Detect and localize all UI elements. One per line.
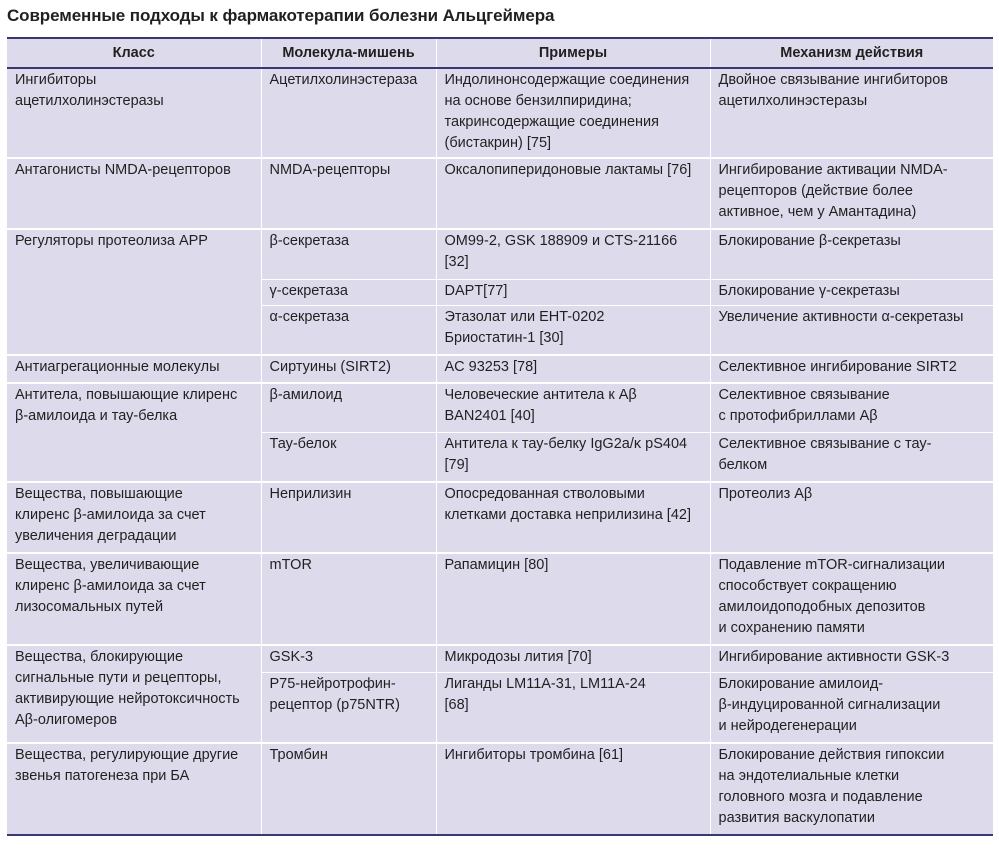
header-mechanism: Механизм действия xyxy=(710,39,993,68)
cell-class: Ингибиторы ацетилхолинэстеразы xyxy=(7,68,261,158)
cell-examples: Человеческие антитела к Aβ BAN2401 [40] xyxy=(436,383,710,433)
cell-mechanism: Двойное связывание ингибиторов ацетилхолинэстеразы xyxy=(718,72,948,109)
cell-target: γ-секретаза xyxy=(261,280,436,306)
cell-mechanism: Блокирование β-секретазы xyxy=(710,229,993,280)
table-row xyxy=(7,383,993,433)
header-class: Класс xyxy=(7,39,261,68)
cell-class: Вещества, блокирующие сигнальные пути и рецепторы, активирующие нейротоксичность Aβ-олигомеров xyxy=(7,645,261,743)
cell-target: P75-нейротрофин- рецептор (p75NTR) xyxy=(261,673,436,744)
cell-examples: AC 93253 [78] xyxy=(436,355,710,383)
cell-target: mTOR xyxy=(261,553,436,645)
cell-mechanism: Увеличение активности α-секретазы xyxy=(710,306,993,356)
cell-mechanism: Подавление mTOR-сигнализации способствует сокращению амилоидоподобных депозитов и сохранению памяти xyxy=(710,553,993,645)
cell-class: Регуляторы протеолиза APP xyxy=(7,229,261,355)
cell-mechanism: Протеолиз Aβ xyxy=(710,482,993,553)
cell-examples: Антитела к тау-белку IgG2a/κ pS404 [79] xyxy=(436,433,710,483)
cell-class: Вещества, увеличивающие клиренс β-амилоида за счет лизосомальных путей xyxy=(7,553,261,645)
cell-mechanism: Селективное связывание с тау- белком xyxy=(710,433,993,483)
cell-target: Тау-белок xyxy=(261,433,436,483)
cell-examples: Лиганды LM11A-31, LM11A-24 [68] xyxy=(436,673,710,744)
table-row xyxy=(7,355,993,383)
cell-examples: Ингибиторы тромбина [61] xyxy=(436,743,710,834)
cell-examples: OM99-2, GSK 188909 и CTS-21166 [32] xyxy=(436,229,710,280)
cell-target: Ацетилхолинэстераза xyxy=(261,68,436,158)
cell-examples: Этазолат или EHT-0202 Бриостатин-1 [30] xyxy=(436,306,710,356)
table-row xyxy=(7,645,993,673)
cell-target: β-секретаза xyxy=(261,229,436,280)
cell-mechanism: Ингибирование активности GSK-3 xyxy=(710,645,993,673)
table-row xyxy=(7,229,993,280)
cell-target: Тромбин xyxy=(261,743,436,834)
cell-class: Антиагрегационные молекулы xyxy=(7,355,261,383)
cell-examples: Индолинонсодержащие соединения на основе бензилпиридина; такринсодержащие соединения (бистакрин) [75] xyxy=(436,68,710,158)
cell-examples: Рапамицин [80] xyxy=(436,553,710,645)
cell-mechanism: Селективное связывание с протофибриллами Aβ xyxy=(710,383,993,433)
cell-examples: Оксалопиперидоновые лактамы [76] xyxy=(436,158,710,229)
cell-target: Неприлизин xyxy=(261,482,436,553)
table-header-row xyxy=(7,39,993,68)
cell-examples: DAPT[77] xyxy=(436,280,710,306)
header-target-molecule: Молекула-мишень xyxy=(261,39,436,68)
page-title: Современные подходы к фармакотерапии болезни Альцгеймера xyxy=(7,6,555,25)
cell-mechanism: Блокирование амилоид- β-индуцированной сигнализации и нейродегенерации xyxy=(710,673,993,744)
cell-target: GSK-3 xyxy=(261,645,436,673)
cell-class: Антагонисты NMDA-рецепторов xyxy=(7,158,261,229)
cell-mechanism: Блокирование γ-секретазы xyxy=(710,280,993,306)
cell-examples: Опосредованная стволовыми клетками доставка неприлизина [42] xyxy=(436,482,710,553)
therapy-table xyxy=(7,37,993,836)
cell-class: Антитела, повышающие клиренс β-амилоида и тау-белка xyxy=(7,383,261,482)
table-row xyxy=(7,482,993,553)
header-examples: Примеры xyxy=(436,39,710,68)
cell-mechanism: Селективное ингибирование SIRT2 xyxy=(710,355,993,383)
cell-target: β-амилоид xyxy=(261,383,436,433)
cell-target: α-секретаза xyxy=(261,306,436,356)
cell-mechanism: Ингибирование активации NMDA- рецепторов (действие более активное, чем у Амантадина) xyxy=(710,158,993,229)
cell-mechanism: Блокирование действия гипоксии на эндотелиальные клетки головного мозга и подавление развития васкулопатии xyxy=(710,743,993,834)
table-row xyxy=(7,553,993,645)
cell-examples: Микродозы лития [70] xyxy=(436,645,710,673)
table-row xyxy=(7,743,993,834)
cell-target: Сиртуины (SIRT2) xyxy=(261,355,436,383)
table-row xyxy=(7,158,993,229)
table-row xyxy=(7,68,993,158)
cell-class: Вещества, повышающие клиренс β-амилоида за счет увеличения деградации xyxy=(7,482,261,553)
cell-target: NMDA-рецепторы xyxy=(261,158,436,229)
therapy-table-grid xyxy=(7,39,993,834)
cell-class: Вещества, регулирующие другие звенья патогенеза при БА xyxy=(7,743,261,834)
